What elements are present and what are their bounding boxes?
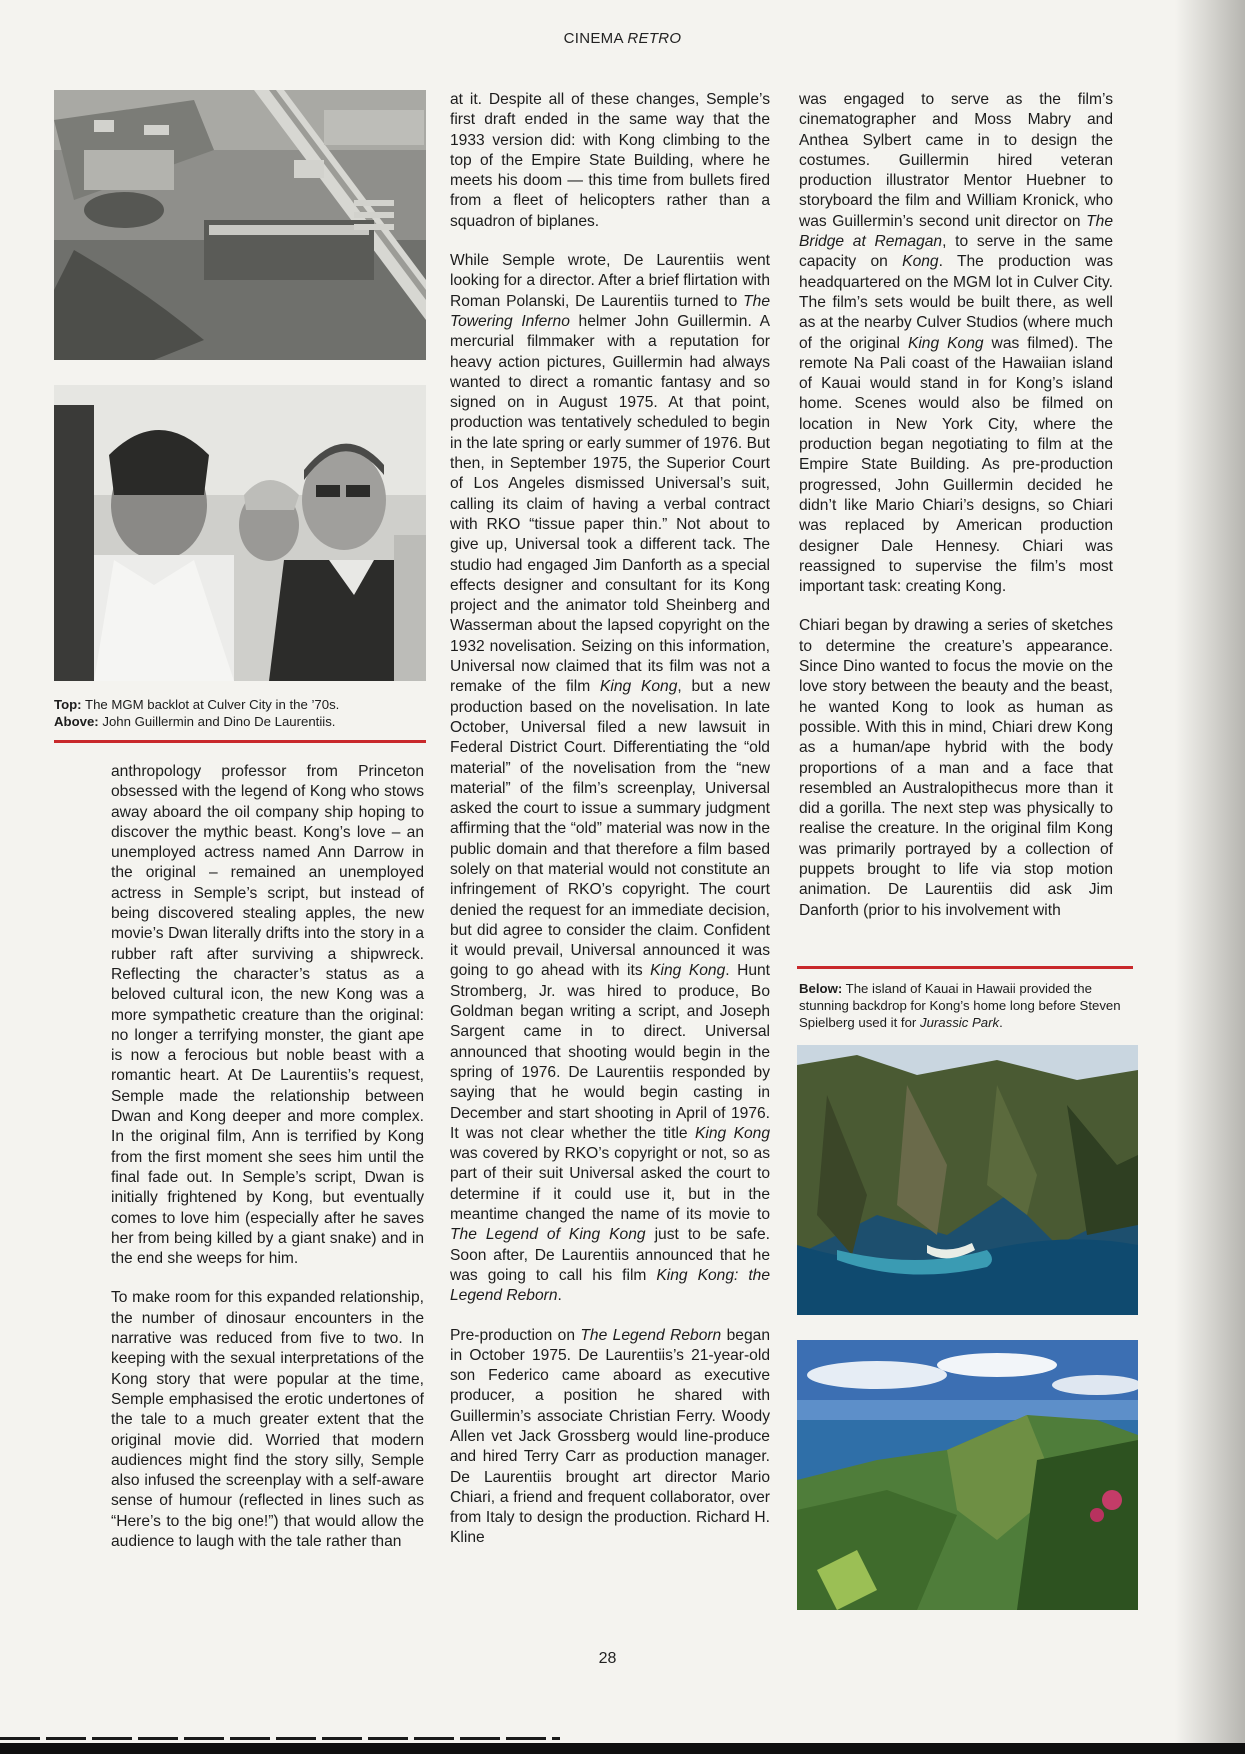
caption-below-end: . (999, 1014, 1003, 1030)
film-title: The Bridge at Remagan (799, 212, 1113, 251)
paragraph (450, 1326, 770, 1549)
text-run: helmer John Guillermin. A mercurial filmmaker with a reputation for heavy action pictures, Guillermin had always wanted to direct a romantic fantasy and so signed on in August 1975. At that point, production was tentatively scheduled to begin in the late spring or early summer of 1976. But then, in September 1975, the Superior Court of Los Angeles dismissed Universal’s suit, calling its claim of having a verbal contract with RKO “tissue paper thin.” Not about to give up, Universal took a different tack. The studio had engaged Jim Danforth as a special effects designer and consultant for its Kong project and the animator told Sheinberg and Wasserman about the lapsed copyright on the 1932 novelisation. Seizing on this information, Universal now claimed that its film was not a remake of the film (450, 312, 770, 696)
film-title: The Towering Inferno (450, 292, 770, 330)
text-run: was covered by RKO’s copyright or not, so as part of their suit Universal asked the court to determine if it could use it, but in the meantime changed the name of its movie to (450, 1145, 770, 1224)
text-run: While Semple wrote, De Laurentiis went looking for a director. After a brief flirtation with Roman Polanski, De Laurentiis turned to (450, 252, 770, 310)
text-run: . The production was headquartered on the MGM lot in Culver City. The film’s sets would be built there, as well as at the nearby Culver Studios (where much of the original (799, 253, 1113, 352)
film-title: Kong (902, 253, 939, 271)
caption-top-label: Top: (54, 697, 82, 712)
magazine-name-italic: RETRO (627, 30, 682, 47)
paragraph: at it. Despite all of these changes, Semple’s first draft ended in the same way that the 1933 version did: with Kong climbing to the top of the Empire State Building, where he meets his doom — this time from bullets fired from a fleet of helicopters rather than a squadron of biplanes. (450, 91, 770, 230)
caption-below-text: The island of Kauai in Hawaii provided the stunning backdrop for Kong’s home long before Steven Spielberg used it for (799, 981, 1121, 1030)
film-title: King Kong (600, 678, 678, 696)
bottom-scan-edge (0, 1737, 560, 1740)
backlot-aerial-photo (54, 90, 426, 360)
article-column-1 (111, 762, 424, 1552)
magazine-name: CINEMA (563, 30, 628, 47)
caption-above-label: Above: (54, 713, 99, 729)
page-number: 28 (598, 1650, 617, 1667)
running-head (0, 30, 1245, 47)
text-run: . (557, 1287, 562, 1305)
text-run: . Hunt Stromberg, Jr. was hired to produce, Bo Goldman began writing a script, and Joseph Sargent came in to direct. Universal announced that shooting would begin in the spring of 1976. De Laurentiis responded by saying that he would begin casting in December and start shooting in April of 1976. It was not clear whether the title (450, 962, 771, 1142)
text-run: , but a new production based on the novelisation. In late October, Universal filed a new lawsuit in Federal District Court. Differentiating the “old material” of the novelisation from the “new material” of the film’s screenplay, Universal asked the court to issue a summary judgment affirming that the “old” material was now in the public domain and that therefore a film based solely on that material would not constitute an infringement of RKO’s copyright. The court denied the request for an immediate decision, but did agree to consider the claim. Confident it would prevail, Universal announced it was going to go ahead with its (450, 678, 770, 980)
right-photo-caption (799, 981, 1139, 1031)
caption-film-title: Jurassic Park (919, 1014, 1000, 1030)
caption-above-text: John Guillermin and Dino De Laurentiis. (98, 713, 336, 729)
film-title: King Kong (694, 1124, 770, 1142)
right-red-rule (797, 966, 1133, 969)
film-title: The Legend Reborn (580, 1326, 722, 1344)
film-title: The Legend of King Kong (450, 1226, 646, 1244)
paragraph (799, 90, 1113, 597)
binding-shadow (1175, 0, 1245, 1754)
text-run: was engaged to serve as the film’s cinematographer and Moss Mabry and Anthea Sylbert came in to design the costumes. Guillermin hired veteran production illustrator Mentor Huebner to storyboard the film and William Kronick, who was Guillermin’s second unit director on (799, 91, 1113, 230)
paragraph: To make room for this expanded relationship, the number of dinosaur encounters in the narrative was reduced from five to two. In keeping with the sexual interpretations of the Kong story that were popular at the time, Semple emphasised the erotic undertones of the tale to a much greater extent that the original movie did. Worried that modern audiences might find the story silly, Semple also infused the screenplay with a self-aware sense of humour (reflected in lines such as “Here’s to the big one!”) that would allow the audience to laugh with the tale rather than (111, 1289, 424, 1550)
paragraph: Chiari began by drawing a series of sketches to determine the creature’s appearance. Since Dino wanted to focus the movie on the love story between the beauty and the beast, he wanted Kong to look as human as possible. With this in mind, Chiari drew Kong as a human/ape hybrid with the body proportions of a man and a face that resembled an Australopithecus more than it did a gorilla. The next step was physically to realise the creature. In the original film Kong was primarily portrayed by a collection of puppets brought to life via stop motion animation. De Laurentiis did ask Jim Danforth (prior to his involvement with (799, 617, 1113, 919)
caption-above-line (54, 714, 426, 731)
paragraph (450, 251, 770, 1306)
text-run: just to be safe. Soon after, De Laurentiis announced that he was going to call his film (450, 1226, 770, 1284)
kauai-coast-photo (797, 1340, 1138, 1610)
film-title: King Kong (650, 962, 726, 980)
left-red-rule (54, 740, 426, 743)
kauai-cove-photo (797, 1045, 1138, 1315)
text-run: was filmed). The remote Na Pali coast of the Hawaiian island of Kauai would stand in for Kong’s island home. Scenes would also be filmed on location in New York City, where the production began negotiating to film at the Empire State Building. As pre-production progressed, John Guillermin decided he didn’t like Mario Chiari’s designs, so Chiari was replaced by American production designer Dale Hennesy. Chiari was reassigned to supervise the film’s most important task: creating Kong. (799, 334, 1113, 596)
paragraph: anthropology professor from Princeton obsessed with the legend of Kong who stows away aboard the oil company ship hoping to discover the mythic beast. Kong’s love – an unemployed actress named Ann Darrow in the original – remained an unemployed actress in Semple’s script, but instead of being discovered stealing apples, the new movie’s Dwan literally drifts into the story in a rubber raft after surviving a shipwreck. Reflecting the character’s status as a beloved cultural icon, the new Kong was a more sympathetic creature than the original: no longer a terrifying monster, the giant ape is now a ferocious but noble beast with a romantic heart. At De Laurentiis’s request, Semple made the relationship between Dwan and Kong deeper and more complex. In the original film, Ann is terrified by Kong from the first moment she sees him until the final fade out. In Semple’s script, Dwan is initially frightened by Kong, but eventually comes to love him (especially after he saves her from being killed by a giant snake) and in the end she weeps for him. (111, 763, 424, 1268)
caption-top-text: The MGM backlot at Culver City in the ’70s. (81, 697, 340, 712)
left-photo-caption (54, 697, 426, 731)
bottom-border (0, 1743, 1245, 1754)
film-title: King Kong: the Legend Reborn (450, 1266, 770, 1305)
text-run: Pre-production on (450, 1326, 581, 1344)
article-column-3 (799, 90, 1113, 921)
caption-below-label: Below: (799, 981, 843, 996)
text-run: began in October 1975. De Laurentiis’s 21-year-old son Federico came aboard as executive producer, a position he shared with Guillermin’s associate Christian Ferry. Woody Allen vet Jack Grossberg would line-produce and hired Terry Carr as production manager. De Laurentiis brought art director Mario Chiari, a friend and frequent collaborator, over from Italy to design the production. Richard H. Kline (450, 1326, 770, 1547)
film-title: King Kong (907, 334, 984, 352)
guillermin-de-laurentiis-photo (54, 385, 426, 681)
caption-top-line (54, 697, 426, 714)
article-column-2 (450, 90, 770, 1549)
text-run: , to serve in the same capacity on (799, 233, 1114, 271)
